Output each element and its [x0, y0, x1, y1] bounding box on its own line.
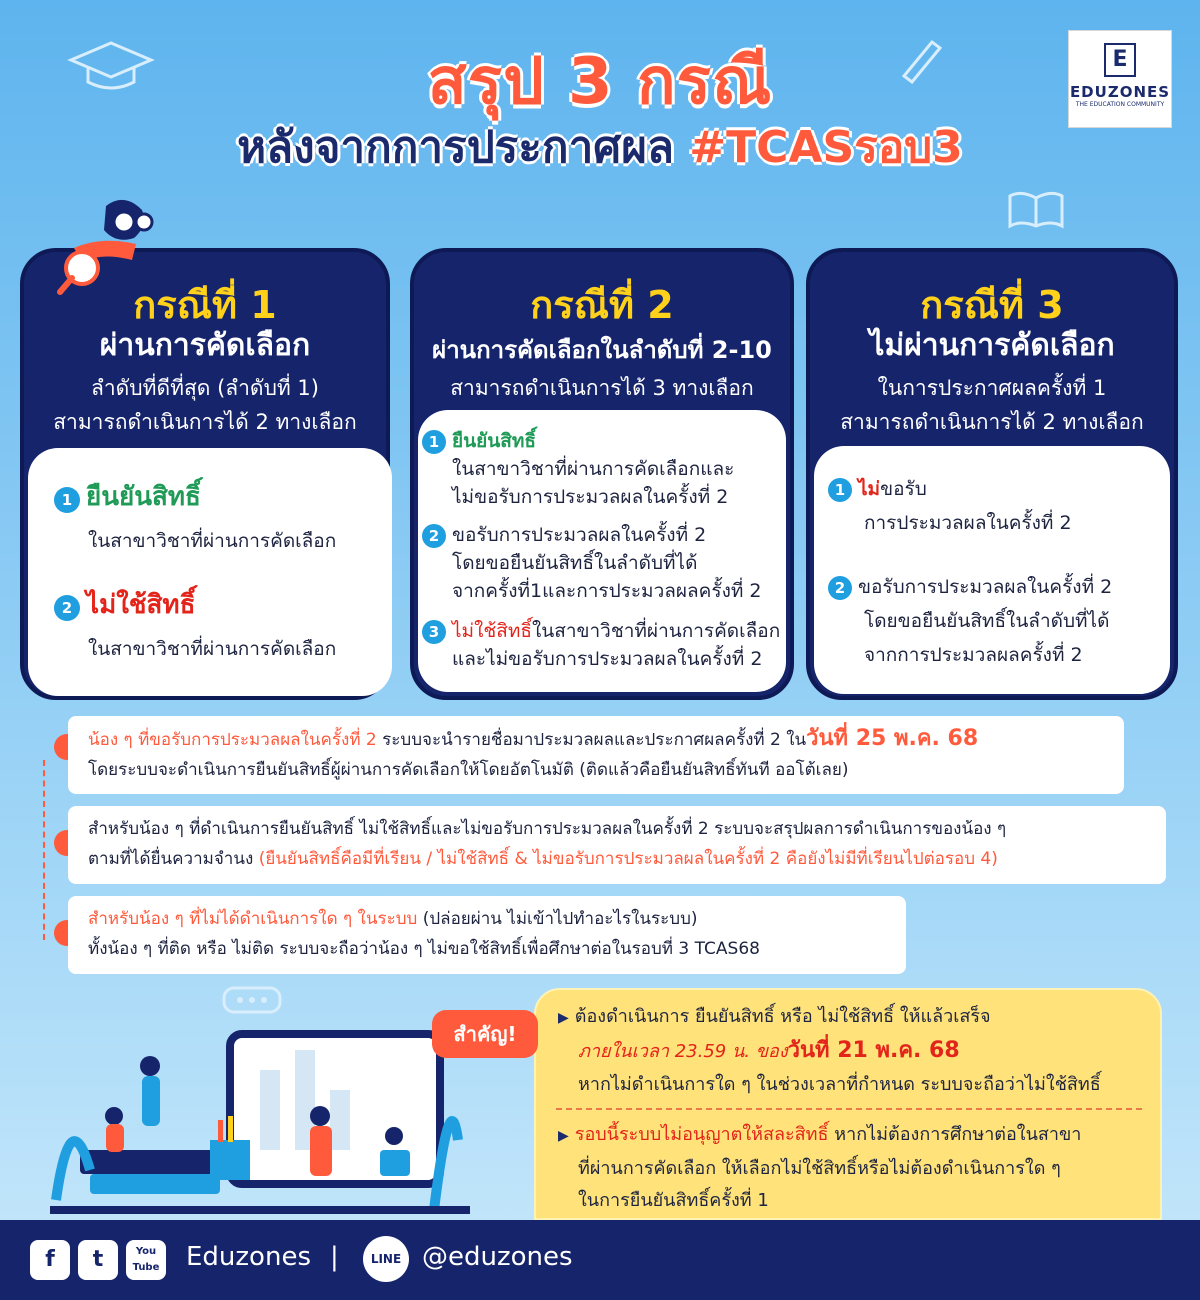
note-text: ระบบจะนำรายชื่อมาประมวลผลและประกาศผลครั้งที่ 2 ใน [376, 730, 807, 750]
chat-bubble-icon [222, 986, 282, 1020]
note-line [88, 844, 1146, 874]
note-line: สำหรับน้อง ๆ ที่ดำเนินการยืนยันสิทธิ์ ไม่ใช้สิทธิ์และไม่ขอรับการประมวลผลในครั้งที่ 2 ระบบจะสรุปผลการดำเนินการของน้อง ๆ [88, 819, 1007, 839]
note-line: ทั้งน้อง ๆ ที่ติด หรือ ไม่ติด ระบบจะถือว่าน้อง ๆ ไม่ขอใช้สิทธิ์เพื่อศึกษาต่อในรอบที่ 3 TCAS68 [88, 939, 760, 959]
logo-letter: E [1104, 43, 1136, 77]
option-head: ยืนยันสิทธิ์ [452, 430, 536, 452]
note-highlight: น้อง ๆ ที่ขอรับการประมวลผลในครั้งที่ 2 [88, 730, 377, 750]
line-icon[interactable]: LINE [363, 1236, 409, 1282]
option-detail: ขอรับการประมวลผลในครั้งที่ 2 [858, 576, 1113, 598]
timeline-dashed-line [43, 760, 45, 940]
case-title: กรณีที่ 3 [920, 283, 1064, 327]
important-text: ต้องดำเนินการ ยืนยันสิทธิ์ หรือ ไม่ใช้สิทธิ์ ให้แล้วเสร็จ [574, 1006, 991, 1027]
note-line [88, 904, 886, 934]
option-detail: จากครั้งที่1และการประมวลผลครั้งที่ 2 [452, 580, 762, 602]
case-heading: ไม่ผ่านการคัดเลือก [869, 328, 1115, 363]
case-title: กรณีที่ 2 [530, 283, 674, 327]
twitter-icon[interactable]: t [78, 1240, 118, 1280]
classroom-illustration [50, 1020, 470, 1220]
option-head: ไม่ใช้สิทธิ์ [452, 620, 532, 642]
important-line [558, 1000, 991, 1035]
number-badge: 2 [828, 576, 852, 600]
option-head-rest: ในสาขาวิชาที่ผ่านการคัดเลือก [531, 620, 781, 642]
important-text: หากไม่ดำเนินการใด ๆ ในช่วงเวลาที่กำหนด ระบบจะถือว่าไม่ใช้สิทธิ์ [578, 1074, 1101, 1095]
number-badge: 2 [54, 595, 80, 621]
option-item [422, 426, 536, 456]
important-box [534, 988, 1162, 1220]
eduzones-logo [1068, 30, 1172, 128]
student-character-illustration [46, 186, 156, 306]
info-note-3 [68, 896, 906, 974]
important-deadline-date: วันที่ 21 พ.ค. 68 [787, 1038, 960, 1063]
important-line [578, 1034, 960, 1069]
important-highlight: รอบนี้ระบบไม่อนุญาตให้สละสิทธิ์ [574, 1124, 829, 1145]
footer-brand: Eduzones [186, 1242, 311, 1272]
option-detail: ในสาขาวิชาที่ผ่านการคัดเลือก [88, 638, 337, 660]
important-line [558, 1118, 1081, 1153]
option-item [54, 482, 201, 514]
subtitle [0, 112, 1200, 182]
option-head: ไม่ใช้สิทธิ์ [86, 590, 196, 620]
note-text: ตามที่ได้ยื่นความจำนง [88, 849, 259, 869]
important-text: ที่ผ่านการคัดเลือก ให้เลือกไม่ใช้สิทธิ์หรือไม่ต้องดำเนินการใด ๆ [578, 1158, 1061, 1179]
footer-separator: | [330, 1242, 339, 1272]
important-text: ในการยืนยันสิทธิ์ครั้งที่ 1 [578, 1190, 769, 1211]
important-text: หากไม่ต้องการศึกษาต่อในสาขา [828, 1124, 1082, 1145]
triangle-bullet-icon: ▶ [558, 1010, 569, 1026]
option-detail: และไม่ขอรับการประมวลผลในครั้งที่ 2 [452, 648, 763, 670]
option-detail: ในสาขาวิชาที่ผ่านการคัดเลือก [88, 530, 337, 552]
note-line [88, 724, 1104, 755]
number-badge: 1 [54, 487, 80, 513]
case-choices-count: สามารถดำเนินการได้ 2 ทางเลือก [53, 410, 357, 434]
option-detail: โดยขอยืนยันสิทธิ์ในลำดับที่ได้ [452, 552, 698, 574]
case-subtext: ในการประกาศผลครั้งที่ 1 [877, 376, 1107, 400]
number-badge: 1 [828, 478, 852, 502]
option-detail: การประมวลผลในครั้งที่ 2 [864, 512, 1072, 534]
option-detail: ในสาขาวิชาที่ผ่านการคัดเลือกและ [452, 458, 735, 480]
case-options-panel [28, 448, 392, 696]
logo-tagline: THE EDUCATION COMMUNITY [1075, 101, 1165, 108]
info-note-1 [68, 716, 1124, 794]
case-choices-count: สามารถดำเนินการได้ 2 ทางเลือก [840, 410, 1144, 434]
triangle-bullet-icon: ▶ [558, 1128, 569, 1144]
option-item [54, 590, 195, 622]
subtitle-hashtag: #TCASรอบ3 [689, 122, 963, 173]
note-line: โดยระบบจะดำเนินการยืนยันสิทธิ์ผู้ผ่านการคัดเลือกให้โดยอัตโนมัติ (ติดแล้วคือยืนยันสิทธิ์ทันที ออโต้เลย) [88, 760, 849, 780]
info-note-2 [68, 806, 1166, 884]
footer-line-handle: @eduzones [422, 1242, 573, 1272]
logo-name: EDUZONES [1069, 83, 1171, 101]
case-options-panel [418, 410, 786, 692]
main-title: สรุป 3 กรณี [427, 45, 773, 119]
case-subtext: ลำดับที่ดีที่สุด (ลำดับที่ 1) [91, 376, 319, 400]
footer-bar [0, 1220, 1200, 1300]
number-badge: 1 [422, 430, 446, 454]
option-detail: โดยขอยืนยันสิทธิ์ในลำดับที่ได้ [864, 610, 1110, 632]
option-item [422, 616, 780, 646]
case-choices-count: สามารถดำเนินการได้ 3 ทางเลือก [450, 376, 754, 400]
facebook-icon[interactable]: f [30, 1240, 70, 1280]
option-item [828, 474, 927, 504]
number-badge: 2 [422, 524, 446, 548]
case-title: กรณีที่ 1 [133, 283, 277, 327]
important-tag: สำคัญ! [432, 1010, 538, 1058]
important-divider [556, 1108, 1142, 1110]
case-card-2 [410, 248, 794, 700]
option-item [422, 520, 706, 550]
subtitle-text: หลังจากการประกาศผล [237, 122, 690, 173]
youtube-icon[interactable]: You Tube [126, 1240, 166, 1280]
note-highlight: สำหรับน้อง ๆ ที่ไม่ได้ดำเนินการใด ๆ ในระบบ [88, 909, 418, 929]
case-options-panel [814, 446, 1170, 694]
important-deadline-time: ภายในเวลา 23.59 น. ของ [578, 1041, 788, 1062]
case-heading: ผ่านการคัดเลือก [99, 328, 311, 363]
option-item [828, 572, 1112, 602]
option-head: ยืนยันสิทธิ์ [86, 482, 201, 512]
number-badge: 3 [422, 620, 446, 644]
note-highlight: (ยืนยันสิทธิ์คือมีที่เรียน / ไม่ใช้สิทธิ์ & ไม่ขอรับการประมวลผลในครั้งที่ 2 คือยังไม่มีที่เรียนไปต่อรอบ 4) [258, 849, 998, 869]
note-date: วันที่ 25 พ.ค. 68 [806, 726, 979, 751]
case-heading: ผ่านการคัดเลือกในลำดับที่ 2-10 [432, 336, 772, 364]
option-detail: ขอรับการประมวลผลในครั้งที่ 2 [452, 524, 707, 546]
case-card-3 [806, 248, 1178, 700]
option-head-rest: ขอรับ [880, 478, 927, 500]
option-detail: จากการประมวลผลครั้งที่ 2 [864, 644, 1083, 666]
option-detail: ไม่ขอรับการประมวลผลในครั้งที่ 2 [452, 486, 729, 508]
case-card-1 [20, 248, 390, 700]
note-text: (ปล่อยผ่าน ไม่เข้าไปทำอะไรในระบบ) [417, 909, 698, 929]
option-head: ไม่ [858, 478, 881, 500]
book-icon [1006, 190, 1066, 230]
